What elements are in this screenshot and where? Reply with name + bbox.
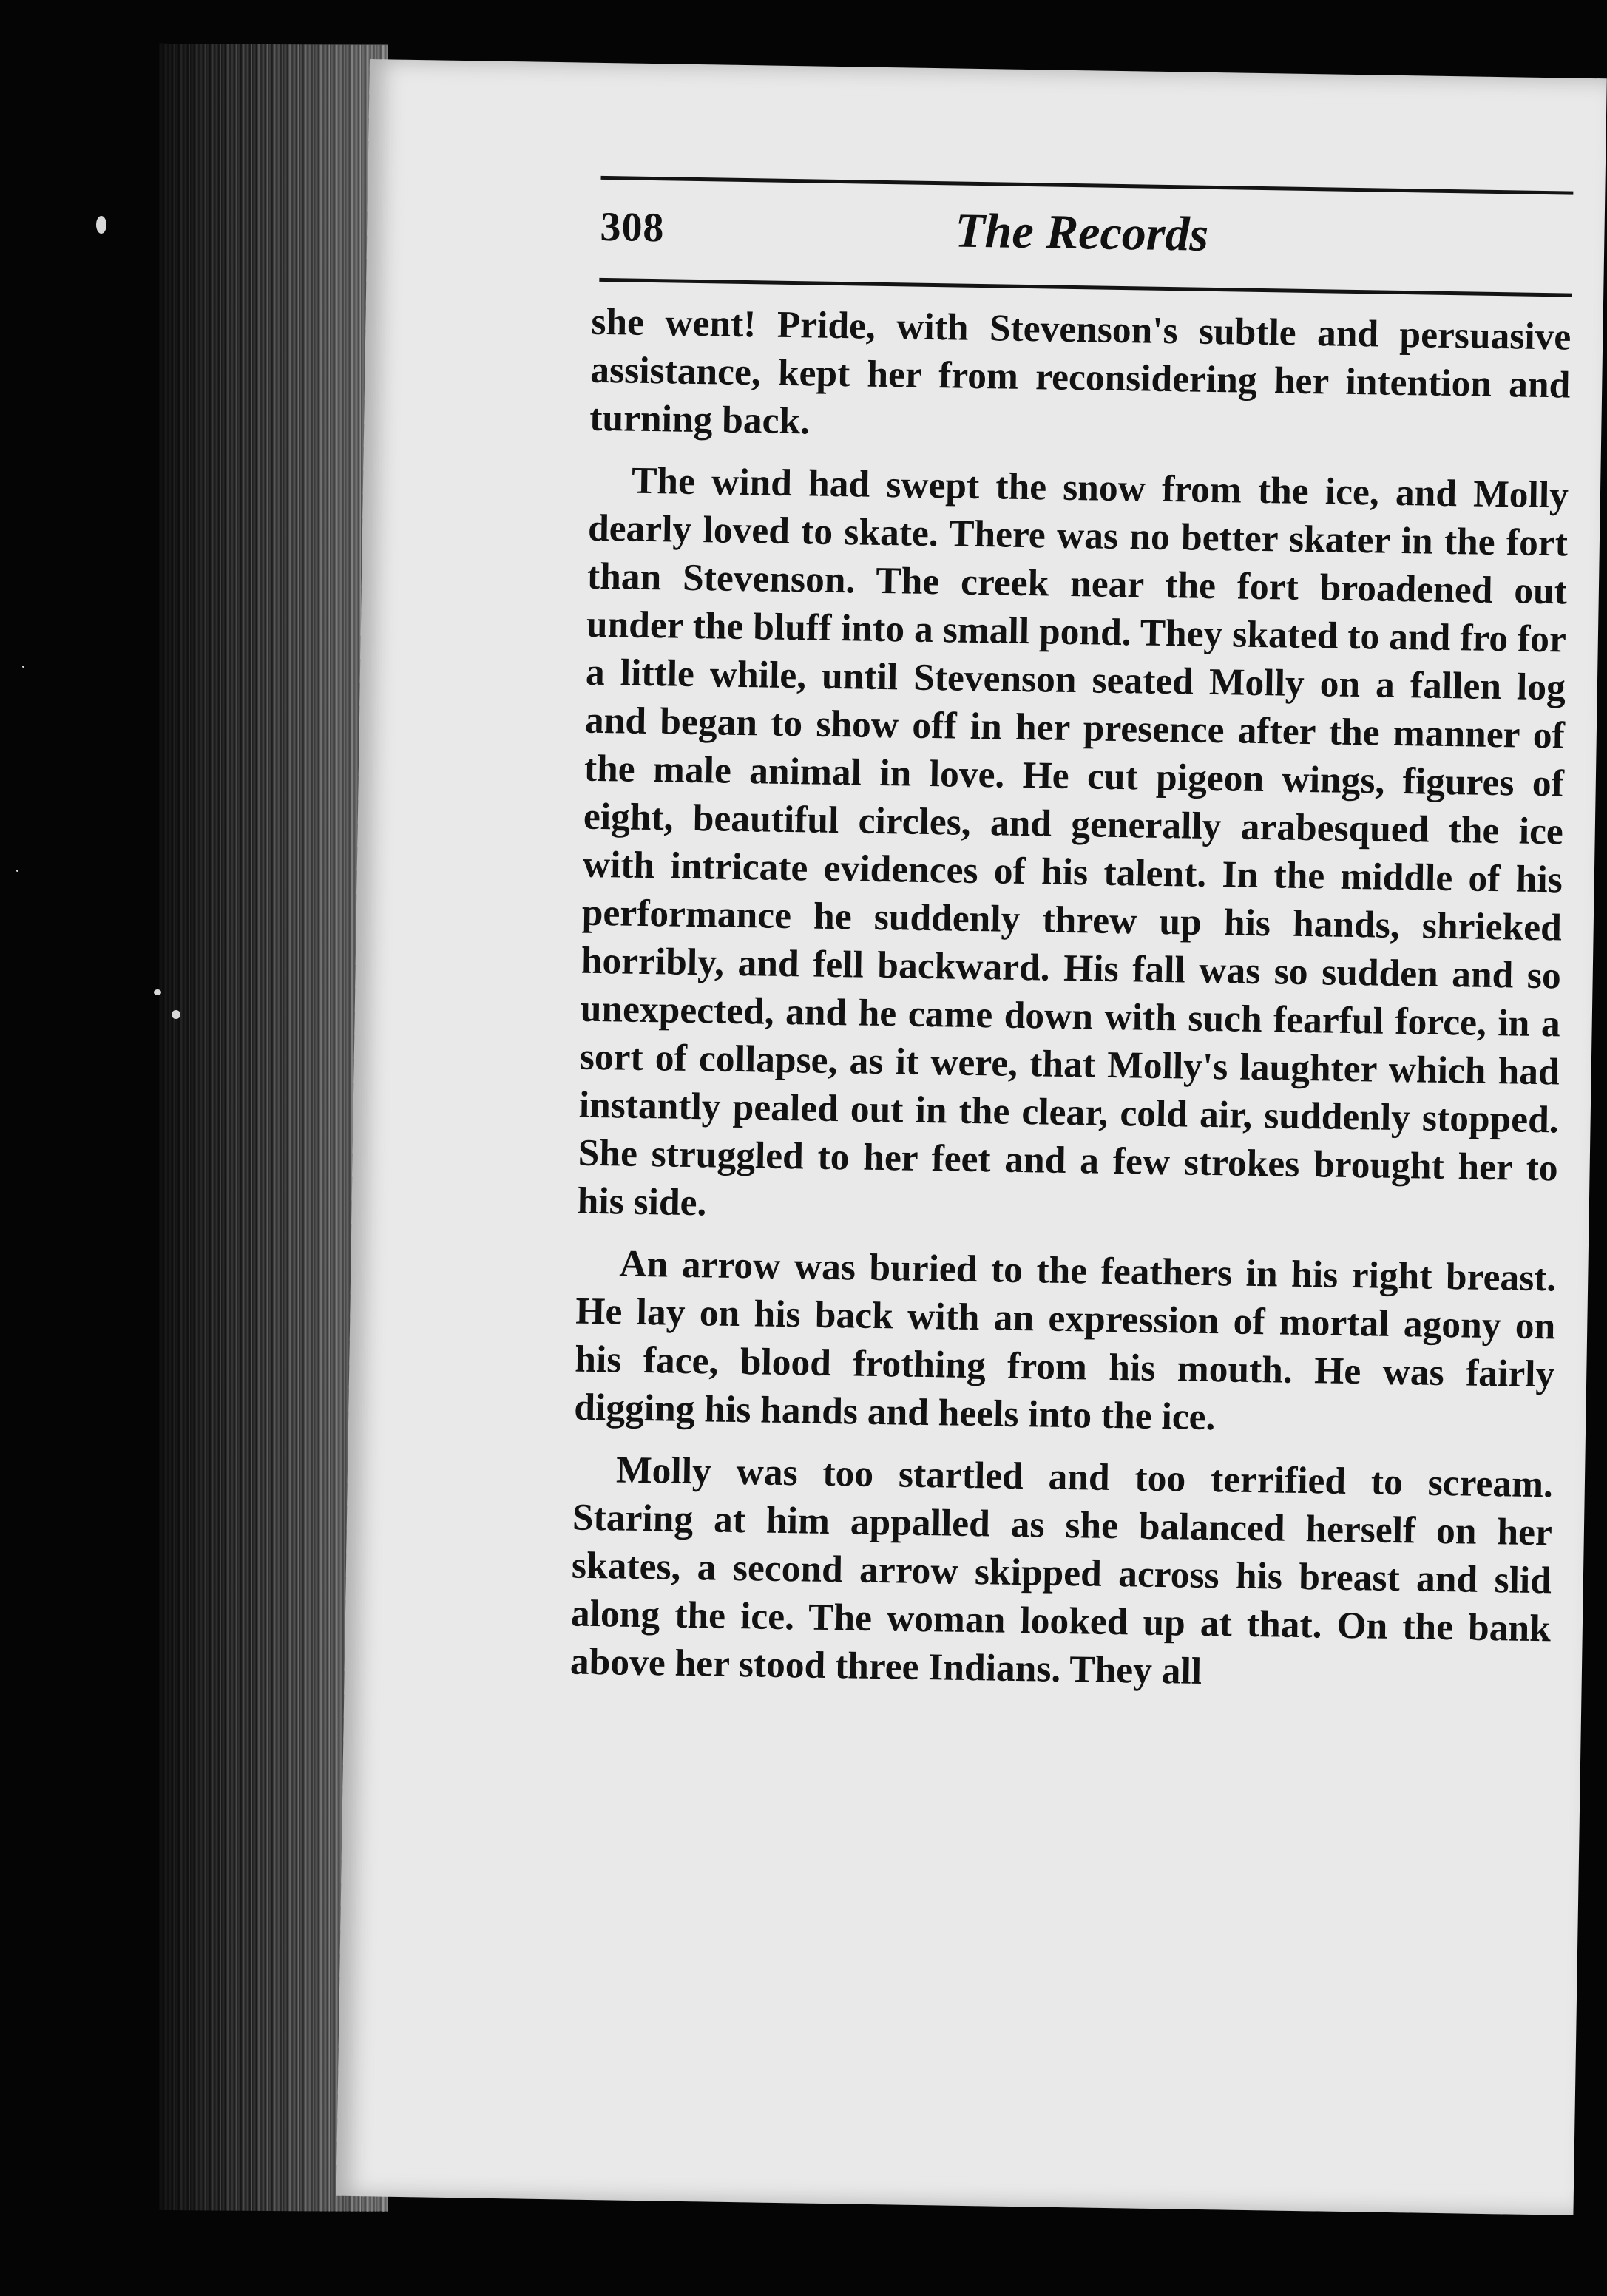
page-header [600, 194, 1573, 284]
scan-speck [22, 666, 24, 668]
paragraph: Molly was too startled and too terrified to scream. Staring at him appalled as she balanced herself on her skates, a second arrow skipped across his breast and slid along the ice. The woman looked up at that. On the bank above her stood three Indians. They all [569, 1449, 1554, 1693]
scan-speck [154, 989, 161, 995]
scan-speck [172, 1010, 180, 1019]
paragraph: she went! Pride, with Stevenson's subtle and persuasive assistance, kept her from reconsidering her intention and turning back. [589, 300, 1572, 443]
page-number: 308 [599, 203, 665, 251]
body-text [569, 298, 1572, 1716]
header-rule-top [600, 176, 1573, 195]
paragraph: An arrow was buried to the feathers in his right breast. He lay on his back with an expression of mortal agony on his face, blood frothing from his mouth. He was fairly digging his hands and heels into the ice. [573, 1242, 1557, 1439]
scan-speck [96, 216, 106, 234]
running-head: The Records [954, 203, 1209, 262]
paragraph: The wind had swept the snow from the ice, and Molly dearly loved to skate. There was no better skater in the fort than Stevenson. The creek near the fort broadened out under the bluff into a small pond. They skated to and fro for a little while, until Stevenson seated Molly on a fallen log and began to show off in her presence after the manner of the male animal in love. He cut pigeon wings, figures of eight, beautiful circles, and generally arabesqued the ice with intricate evidences of his talent. In the middle of his performance he suddenly threw up his hands, shrieked horribly, and fell backward. His fall was so sudden and so unexpected, and he came down with such fearful force, in a sort of collapse, as it were, that Molly's laughter which had instantly pealed out in the clear, cold air, suddenly stopped. She struggled to her feet and a few strokes brought her to his side. [577, 459, 1569, 1225]
printed-page [336, 59, 1607, 2215]
scan-speck [16, 870, 18, 872]
